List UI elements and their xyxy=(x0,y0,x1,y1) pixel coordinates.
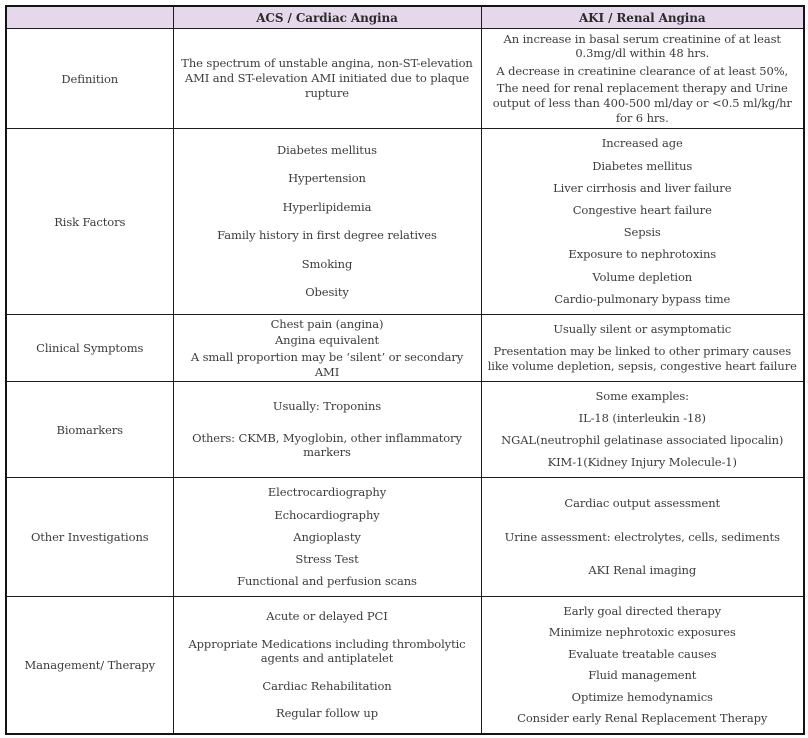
cell-paragraph: Increased age xyxy=(601,136,683,151)
cell-clinical-aki xyxy=(481,315,804,382)
cell-paragraph: Appropriate Medications including thrombolytic agents and antiplatelet xyxy=(188,636,466,666)
cell-paragraph: Minimize nephrotoxic exposures xyxy=(548,625,736,640)
cell-paragraph: Hypertension xyxy=(288,171,366,186)
column-header-acs: ACS / Cardiac Angina xyxy=(173,6,481,29)
table-row-other-investigations xyxy=(6,478,804,597)
row-label-management-therapy: Management/ Therapy xyxy=(6,597,173,735)
row-label-clinical-symptoms: Clinical Symptoms xyxy=(6,315,173,382)
row-label-definition: Definition xyxy=(6,29,173,129)
cell-paragraph: IL-18 (interleukin -18) xyxy=(578,411,706,426)
cell-paragraph: Functional and perfusion scans xyxy=(237,573,417,588)
cell-paragraph: Cardiac Rehabilitation xyxy=(262,678,392,693)
cell-paragraph: Some examples: xyxy=(595,389,689,404)
cell-paragraph: Congestive heart failure xyxy=(572,203,712,218)
cell-paragraph: Usually silent or asymptomatic xyxy=(553,322,732,337)
cell-paragraph: Cardio-pulmonary bypass time xyxy=(554,291,731,306)
cell-management-aki xyxy=(481,597,804,735)
cell-risk-acs xyxy=(173,129,481,315)
row-label-other-investigations: Other Investigations xyxy=(6,478,173,597)
cell-biomarkers-acs xyxy=(173,382,481,478)
cell-paragraph: Hyperlipidemia xyxy=(282,199,372,214)
cell-risk-aki xyxy=(481,129,804,315)
cell-paragraph: Smoking xyxy=(301,256,353,271)
table-row-biomarkers xyxy=(6,382,804,478)
table-row-management-therapy xyxy=(6,597,804,735)
cell-paragraph: Urine assessment: electrolytes, cells, sediments xyxy=(504,529,780,544)
cell-paragraph: Diabetes mellitus xyxy=(592,158,693,173)
cell-paragraph: Obesity xyxy=(305,285,349,300)
cell-paragraph: Others: CKMB, Myoglobin, other inflammatory markers xyxy=(192,430,462,460)
cell-paragraph: Early goal directed therapy xyxy=(563,603,722,618)
cell-paragraph: Fluid management xyxy=(588,668,697,683)
cell-management-acs xyxy=(173,597,481,735)
table-row-clinical-symptoms xyxy=(6,315,804,382)
cell-paragraph: Diabetes mellitus xyxy=(277,142,377,157)
cell-paragraph: NGAL(neutrophil gelatinase associated lipocalin) xyxy=(501,433,784,448)
row-label-risk-factors: Risk Factors xyxy=(6,129,173,315)
cell-paragraph: Exposure to nephrotoxins xyxy=(568,247,717,262)
cell-paragraph: Acute or delayed PCI xyxy=(266,609,388,624)
cell-paragraph: Stress Test xyxy=(295,551,359,566)
cell-biomarkers-aki xyxy=(481,382,804,478)
cell-paragraph: KIM-1(Kidney Injury Molecule-1) xyxy=(547,455,737,470)
cell-paragraph: Angioplasty xyxy=(293,529,361,544)
cell-paragraph: A small proportion may be ‘silent’ or secondary AMI xyxy=(190,349,464,379)
cell-paragraph: Consider early Renal Replacement Therapy xyxy=(517,711,768,726)
cell-paragraph: The spectrum of unstable angina, non-ST-elevation AMI and ST-elevation AMI initiated due to plaque rupture xyxy=(181,56,473,100)
corner-cell xyxy=(6,6,173,29)
cell-paragraph: Cardiac output assessment xyxy=(564,496,721,511)
cell-paragraph: The need for renal replacement therapy and Urine output of less than 400-500 ml/day or <0.5 ml/kg/hr for 6 hrs. xyxy=(492,81,792,125)
cell-paragraph: Sepsis xyxy=(623,225,661,240)
cell-investigations-aki xyxy=(481,478,804,597)
cell-clinical-acs xyxy=(173,315,481,382)
header-row xyxy=(6,6,804,29)
cell-paragraph: Volume depletion xyxy=(592,269,693,284)
cell-paragraph: Liver cirrhosis and liver failure xyxy=(553,180,732,195)
cell-definition-acs xyxy=(173,29,481,129)
cell-paragraph: Optimize hemodynamics xyxy=(571,689,713,704)
cell-paragraph: AKI Renal imaging xyxy=(588,562,697,577)
comparison-table xyxy=(5,5,805,735)
cell-paragraph: Regular follow up xyxy=(276,705,378,720)
column-header-aki: AKI / Renal Angina xyxy=(481,6,804,29)
cell-definition-aki xyxy=(481,29,804,129)
cell-paragraph: Family history in first degree relatives xyxy=(217,228,437,243)
cell-paragraph: Electrocardiography xyxy=(267,485,387,500)
table-row-risk-factors xyxy=(6,129,804,315)
cell-paragraph: An increase in basal serum creatinine of at least 0.3mg/dl within 48 hrs. xyxy=(503,31,781,61)
cell-paragraph: Usually: Troponins xyxy=(272,398,382,413)
cell-paragraph: A decrease in creatinine clearance of at least 50%, xyxy=(496,63,789,78)
row-label-biomarkers: Biomarkers xyxy=(6,382,173,478)
cell-paragraph: Echocardiography xyxy=(274,507,380,522)
cell-investigations-acs xyxy=(173,478,481,597)
cell-paragraph: Presentation may be linked to other primary causes like volume depletion, sepsis, congestive heart failure xyxy=(487,344,797,373)
cell-paragraph: Chest pain (angina) xyxy=(270,316,384,331)
table-row-definition xyxy=(6,29,804,129)
cell-paragraph: Angina equivalent xyxy=(274,333,380,348)
cell-paragraph: Evaluate treatable causes xyxy=(568,646,717,661)
